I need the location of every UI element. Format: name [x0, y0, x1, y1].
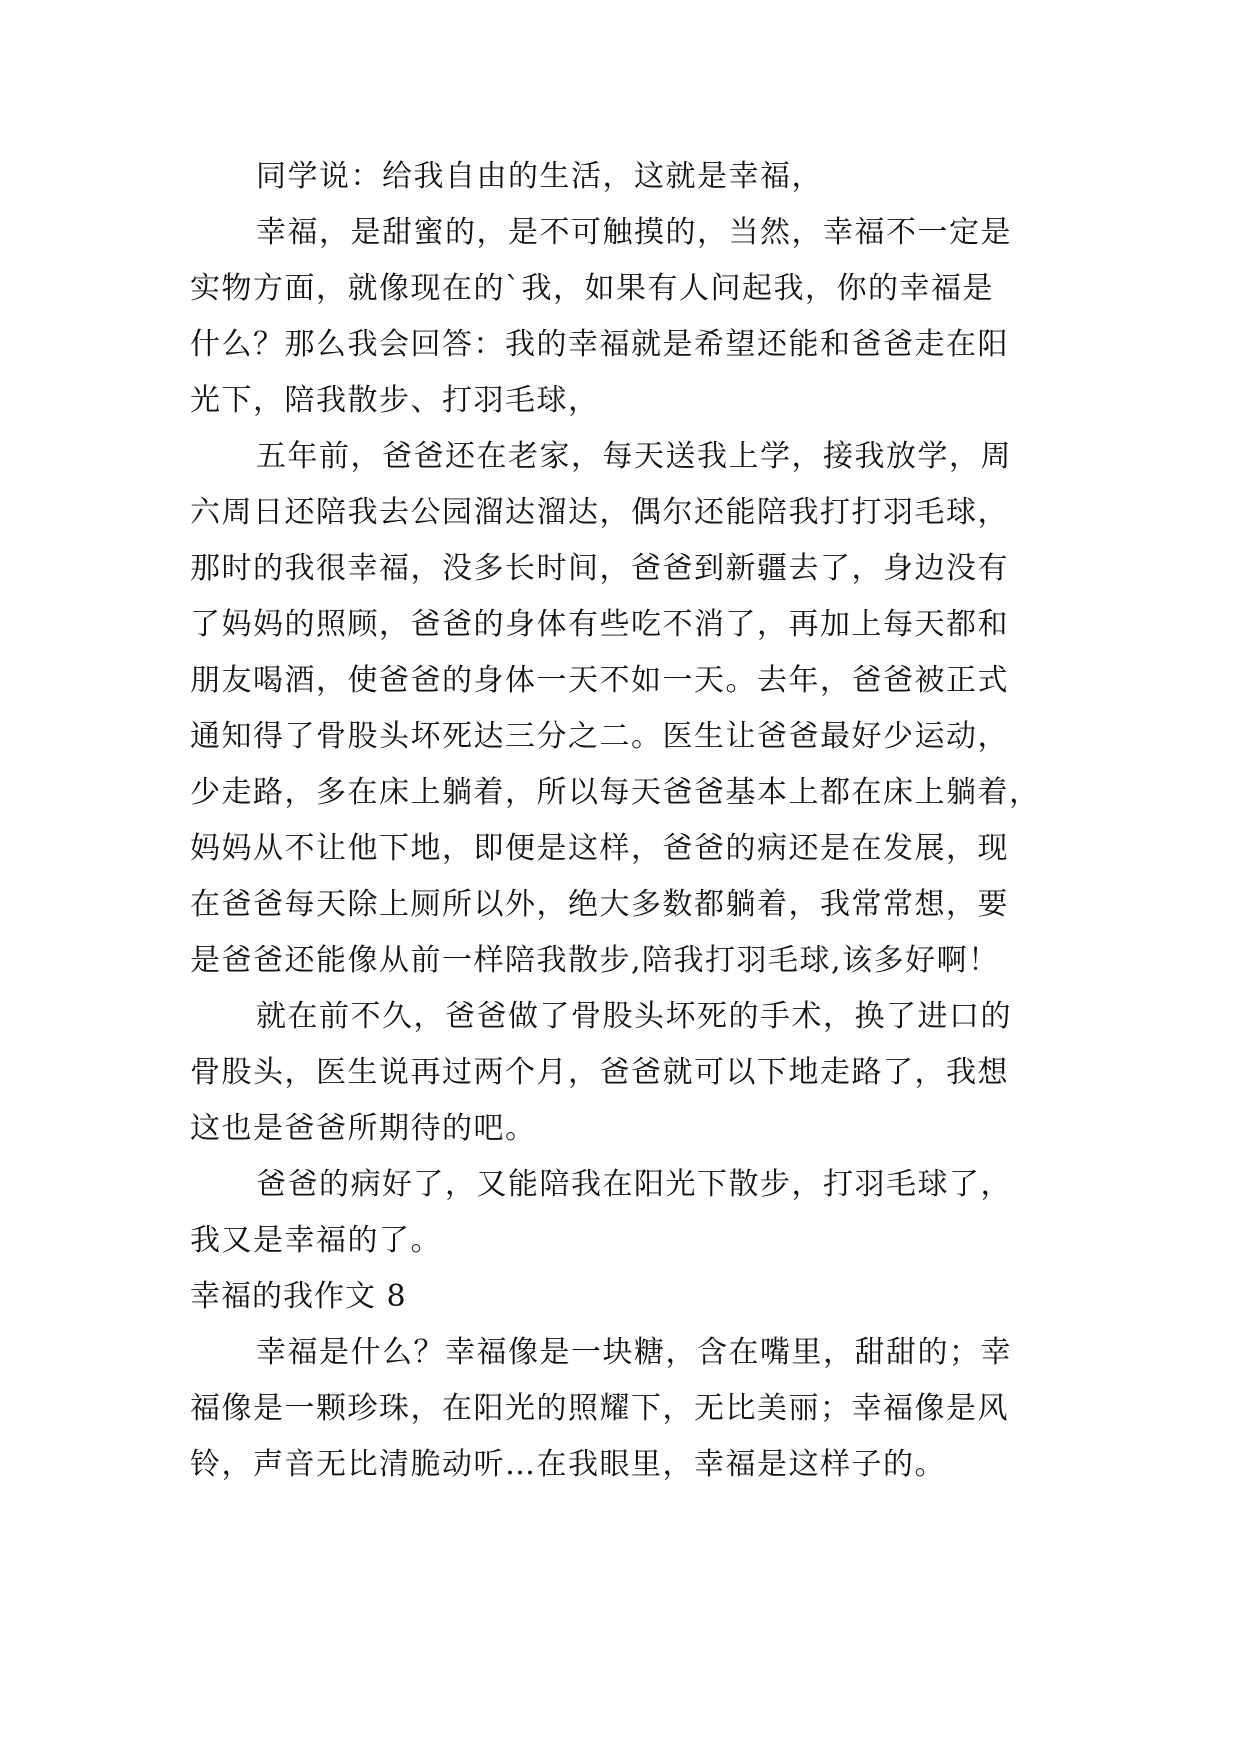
paragraph-line: 幸福，是甜蜜的，是不可触摸的，当然，幸福不一定是: [256, 215, 1012, 250]
paragraph-line: 我又是幸福的了。: [190, 1223, 442, 1258]
paragraph-line: 福像是一颗珍珠，在阳光的照耀下，无比美丽；幸福像是风: [190, 1391, 1009, 1426]
paragraph-line: 爸爸的病好了，又能陪我在阳光下散步，打羽毛球了，: [256, 1167, 1012, 1202]
paragraph-line: 朋友喝酒，使爸爸的身体一天不如一天。去年，爸爸被正式: [190, 663, 1009, 698]
paragraph-line: 妈妈从不让他下地，即便是这样，爸爸的病还是在发展，现: [190, 831, 1009, 866]
paragraph-line: 了妈妈的照顾，爸爸的身体有些吃不消了，再加上每天都和: [190, 607, 1009, 642]
paragraph-line: 铃，声音无比清脆动听…在我眼里，幸福是这样子的。: [190, 1447, 946, 1482]
paragraph-line: 就在前不久，爸爸做了骨股头坏死的手术，换了进口的: [256, 999, 1012, 1034]
paragraph-line: 什么？那么我会回答：我的幸福就是希望还能和爸爸走在阳: [190, 327, 1009, 362]
paragraph-line: 六周日还陪我去公园溜达溜达，偶尔还能陪我打打羽毛球，: [190, 495, 1009, 530]
paragraph-line: 光下，陪我散步、打羽毛球，: [190, 383, 600, 418]
paragraph-line: 少走路，多在床上躺着，所以每天爸爸基本上都在床上躺着，: [190, 775, 1041, 810]
paragraph-line: 是爸爸还能像从前一样陪我散步,陪我打羽毛球,该多好啊！: [190, 943, 1000, 978]
paragraph-line: 这也是爸爸所期待的吧。: [190, 1111, 537, 1146]
paragraph-line: 五年前，爸爸还在老家，每天送我上学，接我放学，周: [256, 439, 1012, 474]
paragraph-line: 骨股头，医生说再过两个月，爸爸就可以下地走路了，我想: [190, 1055, 1009, 1090]
section-heading: 幸福的我作文 8: [190, 1279, 407, 1314]
paragraph-line: 通知得了骨股头坏死达三分之二。医生让爸爸最好少运动，: [190, 719, 1009, 754]
paragraph-line: 幸福是什么？幸福像是一块糖，含在嘴里，甜甜的；幸: [256, 1335, 1012, 1370]
paragraph-line: 同学说：给我自由的生活，这就是幸福，: [256, 159, 823, 194]
paragraph-line: 实物方面，就像现在的`我，如果有人问起我，你的幸福是: [190, 271, 994, 306]
paragraph-line: 在爸爸每天除上厕所以外，绝大多数都躺着，我常常想，要: [190, 887, 1009, 922]
paragraph-line: 那时的我很幸福，没多长时间，爸爸到新疆去了，身边没有: [190, 551, 1009, 586]
